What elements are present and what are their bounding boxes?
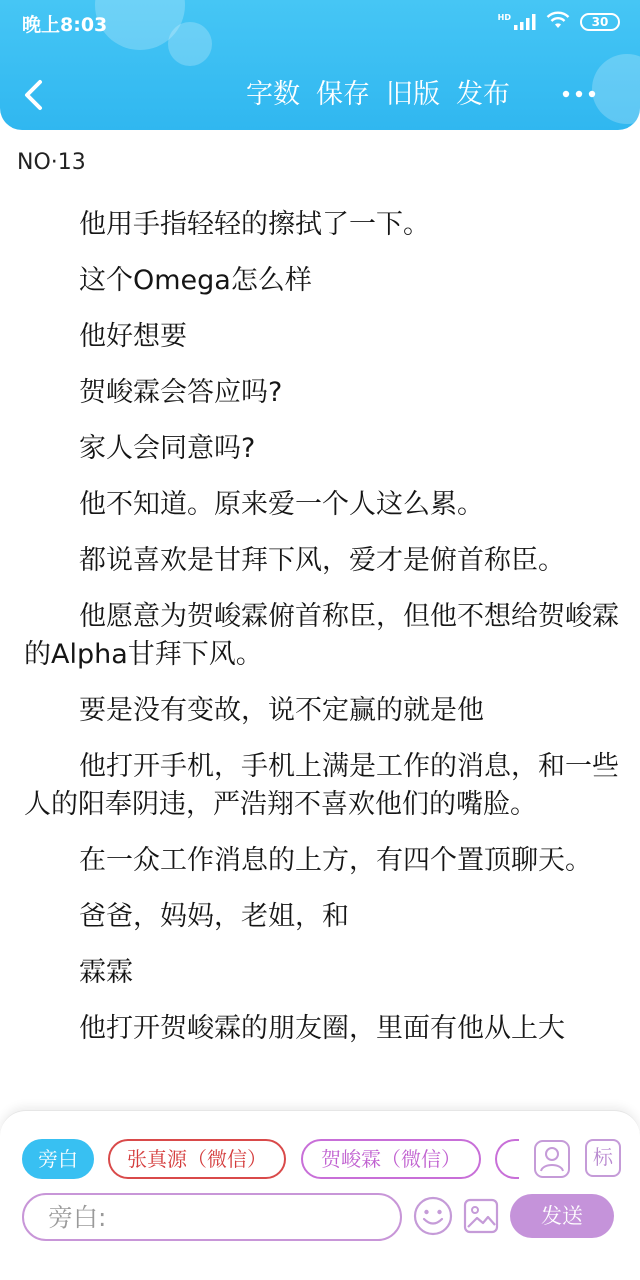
paragraph: 在一众工作消息的上方，有四个置顶聊天。	[79, 845, 592, 876]
hd-label: HD	[497, 13, 511, 22]
composer-panel	[0, 1110, 640, 1280]
role-chip-he-junlin[interactable]: 贺峻霖（微信）	[301, 1139, 481, 1179]
battery-icon: 30	[580, 13, 620, 31]
status-icons	[498, 11, 620, 33]
paragraph: 他愿意为贺峻霖俯首称臣，但他不想给贺峻霖的Alpha甘拜下风。	[24, 601, 619, 670]
story-content	[24, 206, 620, 1066]
paragraph: 都说喜欢是甘拜下风，爱才是俯首称臣。	[79, 545, 565, 576]
image-button[interactable]	[462, 1195, 500, 1237]
character-manage-button[interactable]	[533, 1139, 571, 1179]
app-header	[0, 0, 640, 130]
status-bar	[0, 0, 640, 46]
role-chip-partial[interactable]	[495, 1139, 519, 1179]
publish-button[interactable]: 发布	[456, 79, 510, 110]
role-chip-zhang-zhenyuan[interactable]: 张真源（微信）	[108, 1139, 286, 1179]
wifi-icon	[546, 11, 570, 33]
paragraph: 这个Omega怎么样	[79, 265, 312, 296]
paragraph: 霖霖	[79, 957, 133, 988]
paragraph: 他不知道。原来爱一个人这么累。	[79, 489, 484, 520]
paragraph: 家人会同意吗?	[79, 433, 256, 464]
paragraph: 他用手指轻轻的擦拭了一下。	[79, 209, 430, 240]
paragraph: 爸爸，妈妈，老姐，和	[79, 901, 349, 932]
mark-label: 标	[585, 1139, 621, 1177]
paragraph: 贺峻霖会答应吗?	[79, 377, 283, 408]
role-chip-narrator[interactable]: 旁白	[22, 1139, 94, 1179]
mark-button[interactable]	[585, 1139, 623, 1179]
role-selector	[0, 1139, 640, 1181]
paragraph: 要是没有变故，说不定赢的就是他	[79, 695, 484, 726]
more-button[interactable]	[560, 84, 600, 104]
header-actions	[246, 76, 526, 114]
send-button[interactable]: 发送	[510, 1194, 614, 1238]
person-icon	[533, 1139, 571, 1179]
back-button[interactable]	[18, 78, 52, 112]
paragraph: 他打开贺峻霖的朋友圈，里面有他从上大	[79, 1013, 565, 1044]
status-time: 晚上8:03	[22, 14, 108, 36]
emoji-button[interactable]	[412, 1195, 454, 1237]
smiley-icon	[412, 1195, 454, 1237]
old-version-button[interactable]: 旧版	[386, 79, 440, 110]
paragraph: 他打开手机，手机上满是工作的消息，和一些人的阳奉阴违，严浩翔不喜欢他们的嘴脸。	[24, 751, 619, 820]
chevron-left-icon	[18, 78, 52, 112]
word-count-button[interactable]: 字数	[246, 79, 300, 110]
more-dots-icon	[560, 84, 600, 104]
image-icon	[462, 1195, 500, 1237]
signal-icon	[498, 14, 536, 30]
input-row	[0, 1193, 640, 1243]
message-input[interactable]	[22, 1193, 402, 1241]
paragraph: 他好想要	[79, 321, 187, 352]
chapter-number: NO·13	[17, 150, 86, 175]
save-button[interactable]: 保存	[316, 79, 370, 110]
